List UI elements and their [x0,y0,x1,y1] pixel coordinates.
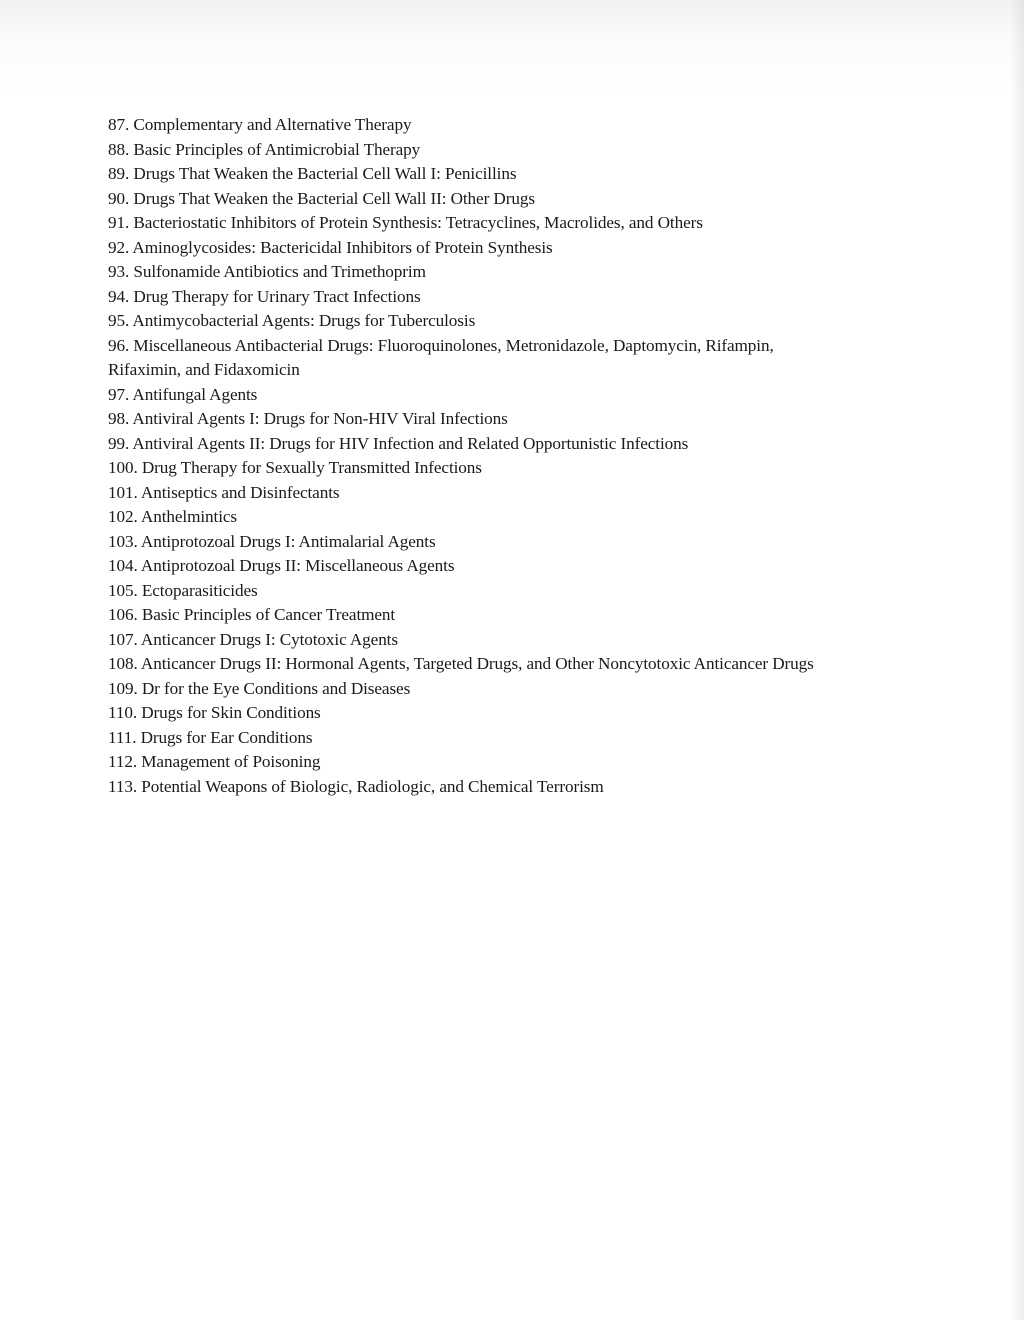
page-edge-shadow [1010,0,1024,1320]
toc-item: 101. Antiseptics and Disinfectants [108,482,340,502]
toc-item: 102. Anthelmintics [108,507,238,526]
toc-item: 90. Drugs That Weaken the Bacterial Cell Wall II: Other Drugs [108,188,535,208]
toc-item: 92. Aminoglycosides: Bactericidal Inhibitors of Protein Synthesis [108,237,553,257]
table-of-contents [108,113,908,799]
toc-item: 112. Management of Poisoning [108,752,321,771]
toc-item: 103. Antiprotozoal Drugs I: Antimalarial Agents [108,531,436,551]
toc-item: 94. Drug Therapy for Urinary Tract Infections [108,286,421,306]
toc-item: 107. Anticancer Drugs I: Cytotoxic Agents [108,629,398,649]
toc-item: 113. Potential Weapons of Biologic, Radiologic, and Chemical Terrorism [108,776,604,796]
toc-item: 95. Antimycobacterial Agents: Drugs for Tuberculosis [108,311,476,330]
toc-item: 106. Basic Principles of Cancer Treatment [108,605,396,624]
toc-item: 109. Dr for the Eye Conditions and Diseases [108,678,411,698]
toc-item: 99. Antiviral Agents II: Drugs for HIV Infection and Related Opportunistic Infections [108,433,689,453]
toc-item: 98. Antiviral Agents I: Drugs for Non-HIV Viral Infections [108,409,508,428]
toc-item: 87. Complementary and Alternative Therapy [108,115,412,134]
toc-item: 97. Antifungal Agents [108,384,258,404]
toc-item: 110. Drugs for Skin Conditions [108,703,321,722]
toc-item: 89. Drugs That Weaken the Bacterial Cell Wall I: Penicillins [108,164,517,183]
toc-item: 100. Drug Therapy for Sexually Transmitted Infections [108,458,482,477]
toc-item: 88. Basic Principles of Antimicrobial Therapy [108,139,421,159]
toc-item: 105. Ectoparasiticides [108,580,258,600]
toc-item: 111. Drugs for Ear Conditions [108,727,313,747]
toc-item: 108. Anticancer Drugs II: Hormonal Agents, Targeted Drugs, and Other Noncytotoxic Anticancer Drugs [108,654,814,673]
toc-item: 104. Antiprotozoal Drugs II: Miscellaneous Agents [108,556,455,575]
toc-item: 96. Miscellaneous Antibacterial Drugs: Fluoroquinolones, Metronidazole, Daptomycin, Rifampin, Rifaximin, and Fidaxomicin [108,335,774,379]
toc-item: 91. Bacteriostatic Inhibitors of Protein Synthesis: Tetracyclines, Macrolides, and Others [108,213,703,232]
toc-item: 93. Sulfonamide Antibiotics and Trimethoprim [108,262,426,281]
